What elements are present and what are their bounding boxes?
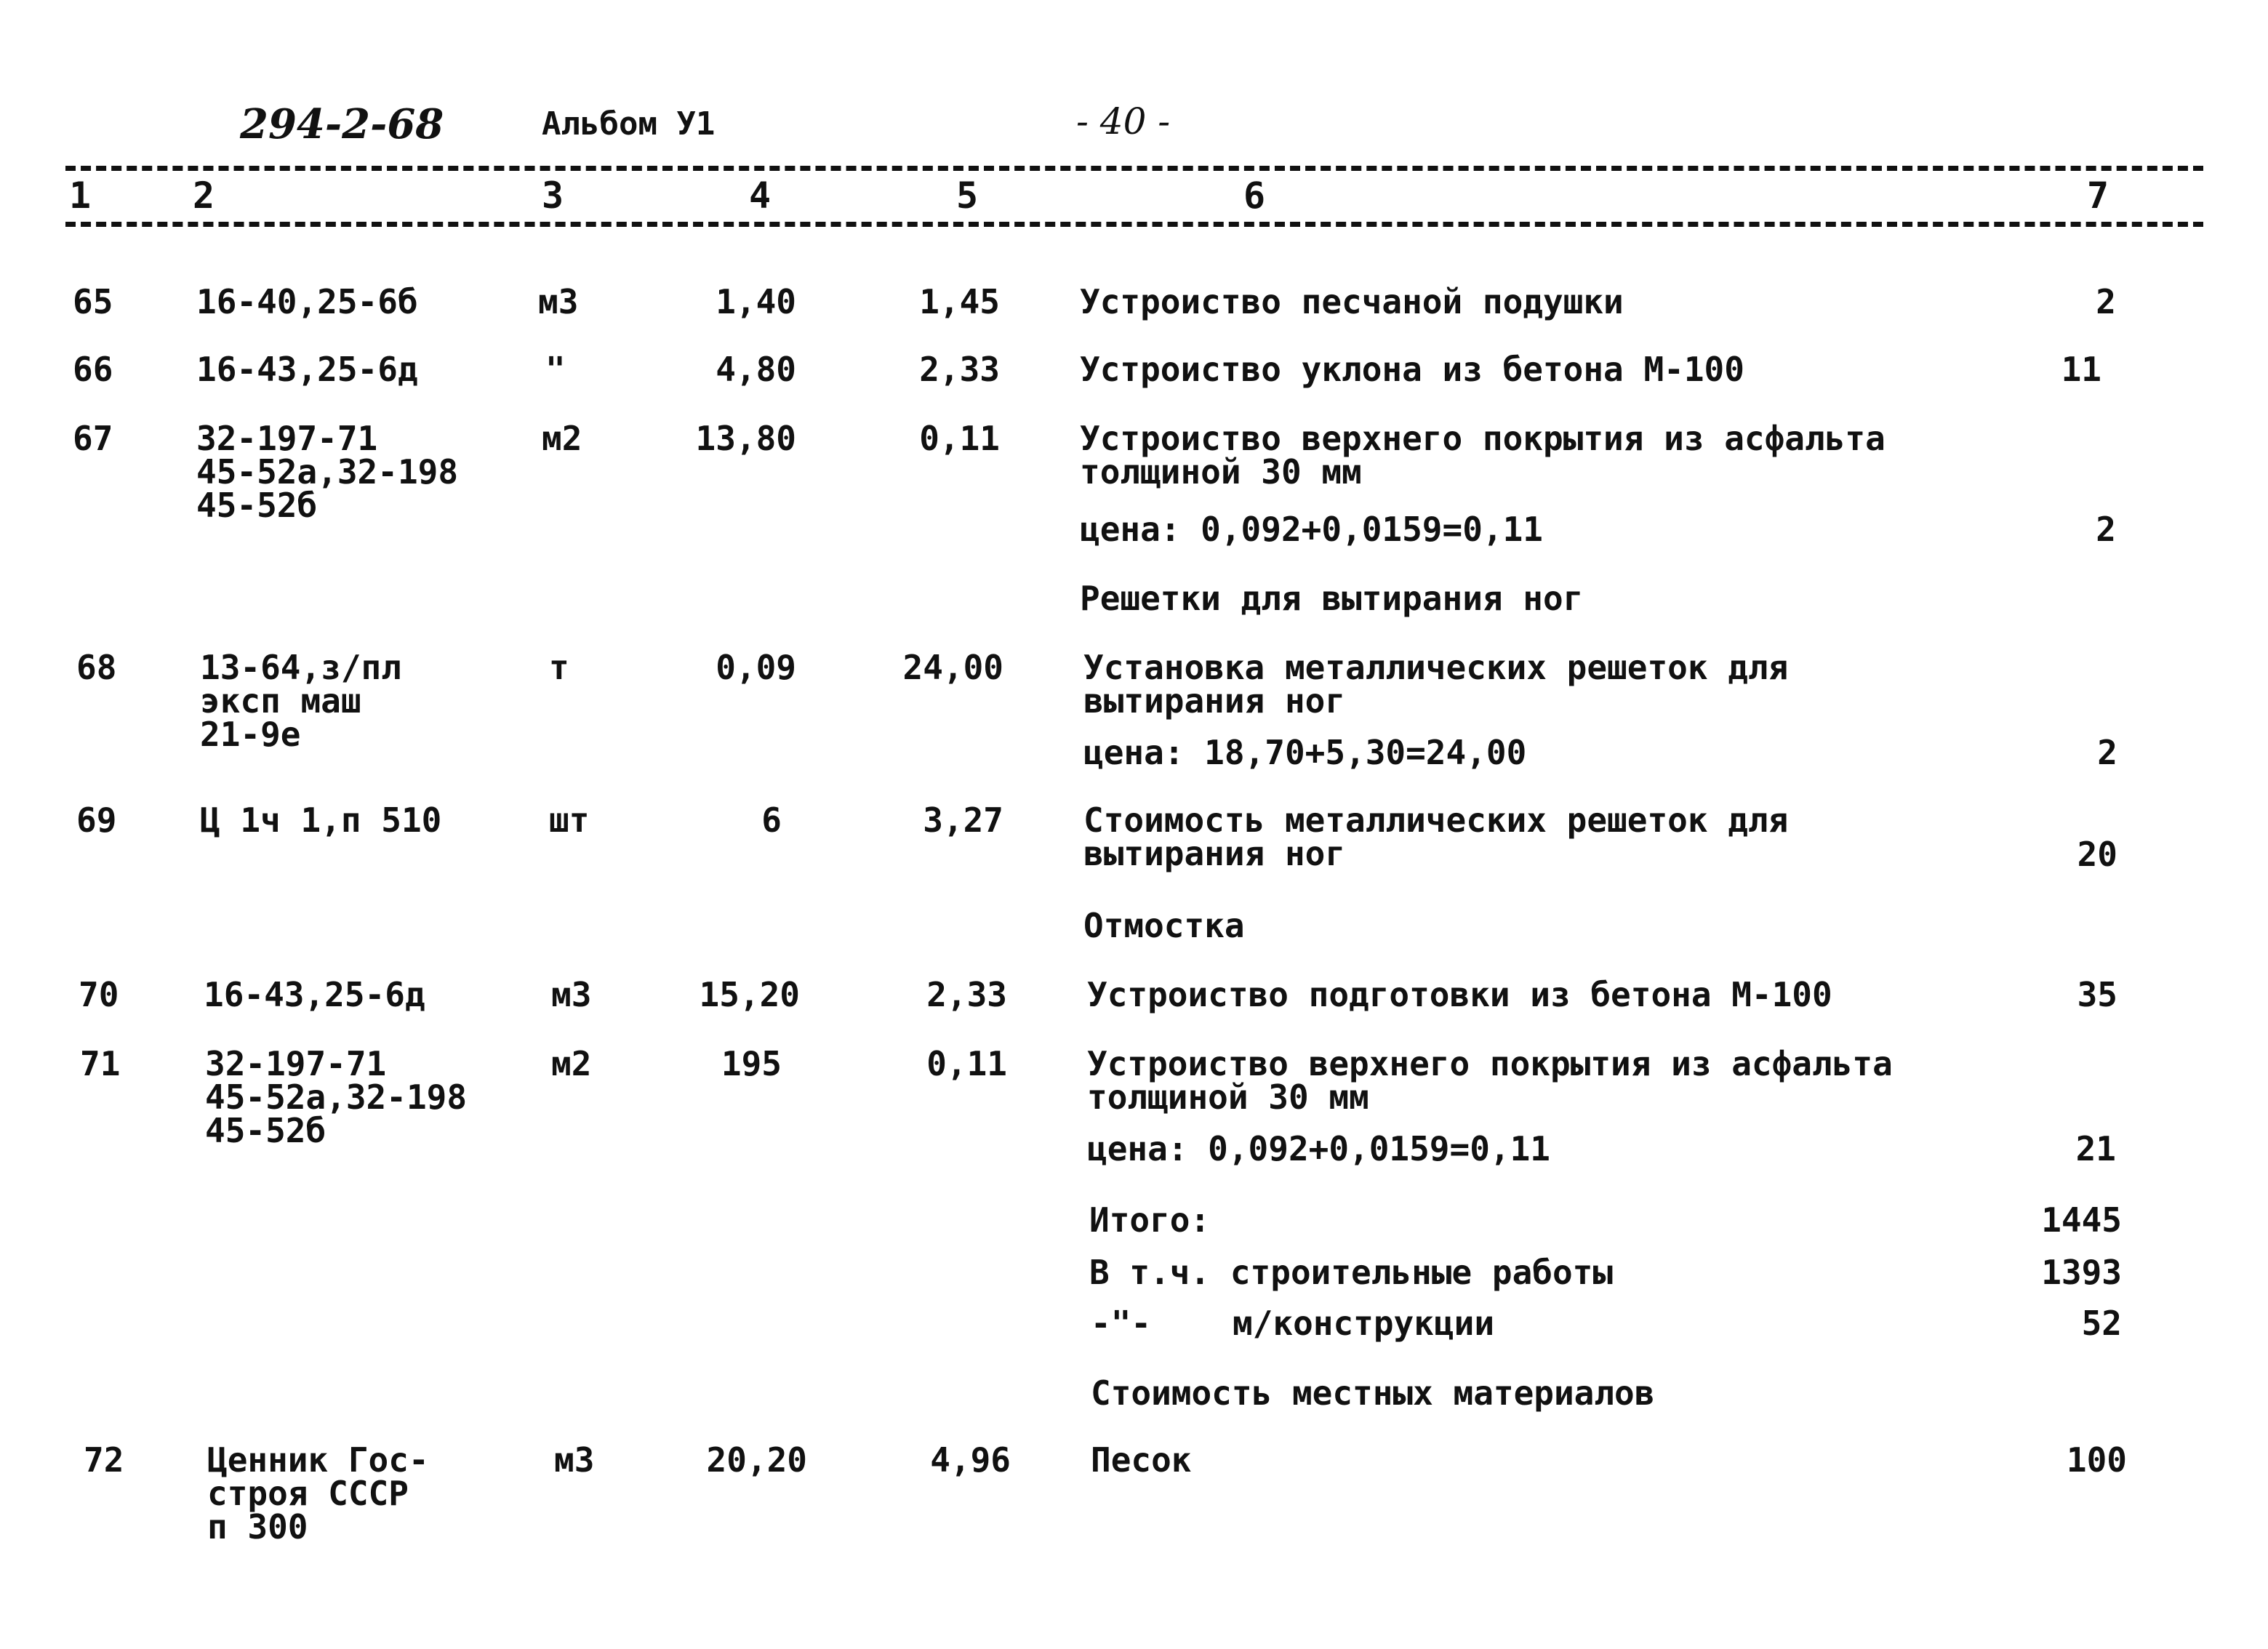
- quantity: 20,20: [706, 1440, 807, 1480]
- row-number: 68: [76, 648, 117, 687]
- price-formula: цена: 0,092+0,0159=0,11: [1080, 510, 1543, 549]
- column-header-2: 2: [193, 174, 215, 217]
- construction-works-label: В т.ч. строительные работы: [1089, 1253, 1614, 1292]
- quantity: 195: [721, 1044, 782, 1083]
- norm-code: 16-43,25-6д: [196, 350, 418, 389]
- quantity: 13,80: [695, 419, 796, 458]
- total: 100: [2066, 1440, 2127, 1480]
- unit-price: 1,45: [919, 282, 1000, 321]
- column-header-6: 6: [1243, 174, 1266, 217]
- header-rule-top: [65, 166, 2203, 171]
- page-number: - 40 -: [1076, 100, 1171, 143]
- total: 2: [2096, 510, 2116, 549]
- unit-price: 0,11: [926, 1044, 1007, 1083]
- quantity: 1,40: [716, 282, 796, 321]
- norm-code: 16-40,25-6б: [196, 282, 418, 321]
- row-number: 66: [73, 350, 113, 389]
- unit-price: 24,00: [902, 648, 1003, 687]
- description: Стоимость металлических решеток для вытирания ног: [1083, 801, 1789, 873]
- unit-price: 0,11: [919, 419, 1000, 458]
- column-header-3: 3: [542, 174, 564, 217]
- price-formula: цена: 18,70+5,30=24,00: [1083, 733, 1527, 772]
- unit-price: 2,33: [926, 975, 1007, 1014]
- description: Песок: [1091, 1440, 1192, 1480]
- row-number: 70: [79, 975, 119, 1014]
- unit-price: 3,27: [923, 801, 1003, 840]
- total-label: Итого:: [1089, 1200, 1211, 1240]
- document-code: 294-2-68: [240, 100, 444, 148]
- description: Устроиство подготовки из бетона М-100: [1087, 975, 1832, 1014]
- quantity: 4,80: [716, 350, 796, 389]
- total: 20: [2077, 835, 2117, 874]
- column-header-4: 4: [749, 174, 772, 217]
- unit: м3: [551, 975, 592, 1014]
- section-heading: Стоимость местных материалов: [1091, 1373, 1655, 1413]
- unit-price: 4,96: [930, 1440, 1011, 1480]
- total: 35: [2077, 975, 2117, 1014]
- metal-structures-label: м/конструкции: [1233, 1304, 1495, 1343]
- description: Установка металлических решеток для вытирания ног: [1083, 648, 1789, 721]
- total-value: 1445: [2041, 1200, 2122, 1240]
- column-header-7: 7: [2087, 174, 2109, 217]
- unit: м3: [538, 282, 579, 321]
- metal-structures-value: 52: [2081, 1304, 2122, 1343]
- ditto-mark: -"-: [1091, 1304, 1152, 1343]
- quantity: 6: [761, 801, 782, 840]
- unit: м3: [554, 1440, 595, 1480]
- header-rule-bottom: [65, 222, 2203, 227]
- description: Устроиство песчаной подушки: [1080, 282, 1624, 321]
- unit: м2: [542, 419, 582, 458]
- norm-code: Ценник Гос- строя СССР п 300: [207, 1440, 429, 1546]
- unit-price: 2,33: [919, 350, 1000, 389]
- description: Устроиство верхнего покрытия из асфальта толщиной 30 мм: [1080, 419, 1886, 492]
- total: 11: [2061, 350, 2101, 389]
- construction-works-value: 1393: [2041, 1253, 2122, 1292]
- album-label: Альбом У1: [542, 105, 716, 143]
- total: 2: [2097, 733, 2117, 772]
- unit: шт: [549, 801, 590, 840]
- norm-code: 16-43,25-6д: [204, 975, 425, 1014]
- quantity: 15,20: [699, 975, 800, 1014]
- description: Устроиство уклона из бетона М-100: [1080, 350, 1744, 389]
- row-number: 65: [73, 282, 113, 321]
- row-number: 69: [76, 801, 117, 840]
- unit: м2: [551, 1044, 592, 1083]
- column-header-5: 5: [956, 174, 979, 217]
- section-heading: Решетки для вытирания ног: [1080, 579, 1584, 618]
- unit: т: [549, 648, 569, 687]
- row-number: 67: [73, 419, 113, 458]
- total: 21: [2075, 1129, 2116, 1168]
- norm-code: Ц 1ч 1,п 510: [200, 801, 442, 840]
- quantity: 0,09: [716, 648, 796, 687]
- total: 2: [2096, 282, 2116, 321]
- price-formula: цена: 0,092+0,0159=0,11: [1087, 1129, 1550, 1168]
- norm-code: 32-197-71 45-52а,32-198 45-52б: [205, 1044, 468, 1150]
- section-heading: Отмостка: [1083, 906, 1245, 945]
- row-number: 72: [84, 1440, 124, 1480]
- unit: ": [545, 350, 566, 389]
- row-number: 71: [80, 1044, 121, 1083]
- norm-code: 13-64,з/пл эксп маш 21-9е: [200, 648, 401, 754]
- description: Устроиство верхнего покрытия из асфальта толщиной 30 мм: [1087, 1044, 1893, 1117]
- column-header-1: 1: [69, 174, 92, 217]
- norm-code: 32-197-71 45-52а,32-198 45-52б: [196, 419, 459, 525]
